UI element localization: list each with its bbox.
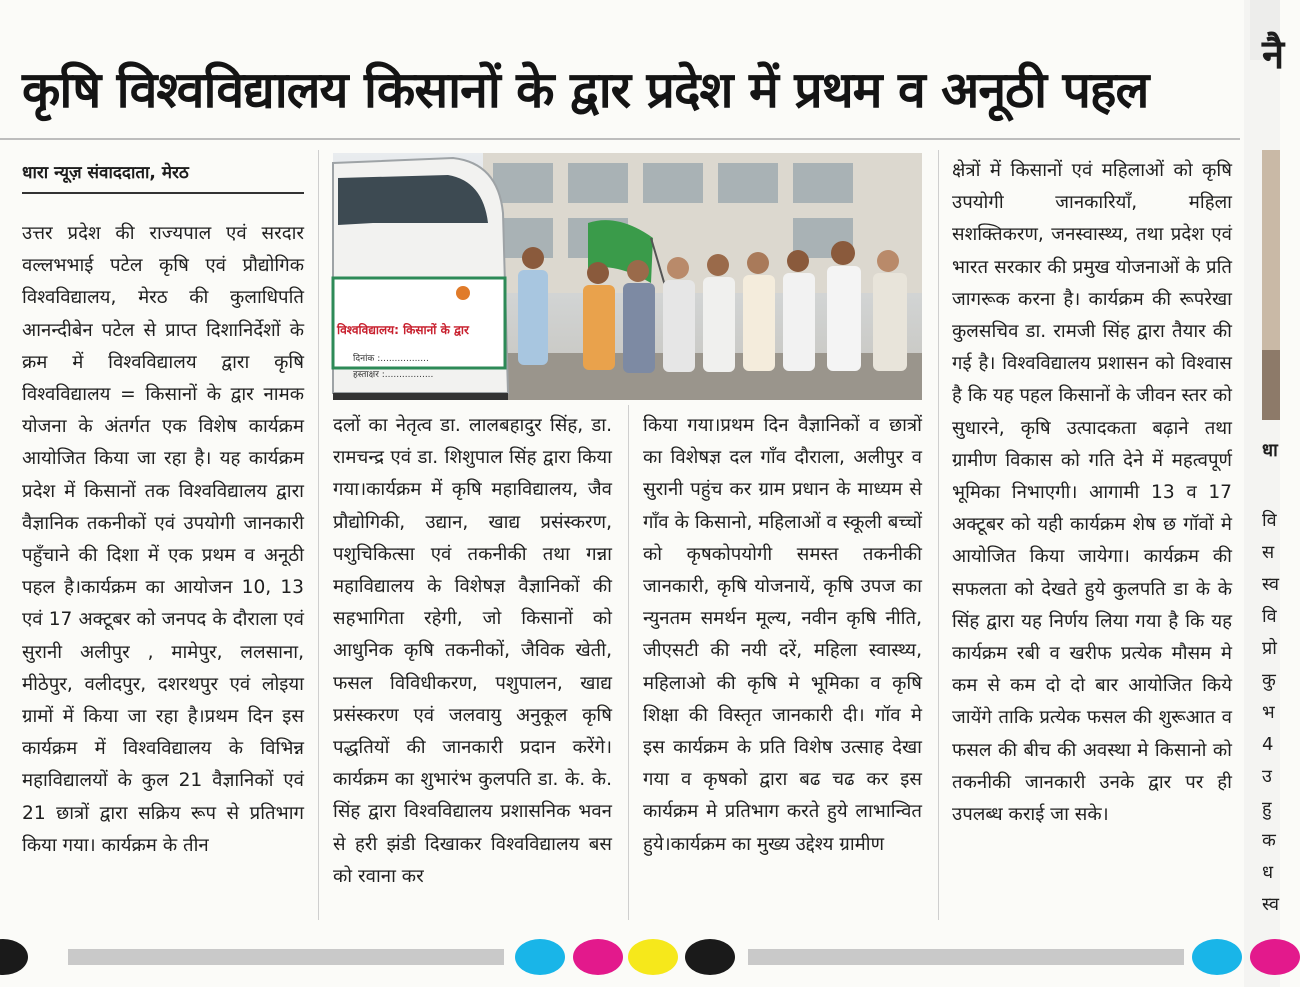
article-column-1: उत्तर प्रदेश की राज्यपाल एवं सरदार वल्लभभाई पटेल कृषि एवं प्रौद्योगिक विश्वविद्यालय, मेरठ की कुलाधिपति आनन्दीबेन पटेल से प्राप्त दिशानिर्देशों के क्रम में विश्वविद्यालय द्वारा कृषि विश्वविद्यालय = किसानों के द्वार नामक योजना के अंतर्गत एक विशेष कार्यक्रम आयोजित किया जा रहा है। यह कार्यक्रम प्रदेश में किसानों तक विश्वविद्यालय द्वारा वैज्ञानिक तकनीकों एवं उपयोगी जानकारी पहुँचाने की दिशा में एक प्रथम व अनूठी पहल है।कार्यक्रम का आयोजन 10, 13 एवं 17 अक्टूबर को जनपद के दौराला एवं सुरानी अलीपुर , मामेपुर, ललसाना, मीठेपुर, वलीदपुर, दशरथपुर एवं लोइया ग्रामों में किया जा रहा है।प्रथम दिन इस कार्यक्रम में विश्वविद्यालय के विभिन्न महाविद्यालयों के कुल 21 वैज्ञानिकों एवं 21 छात्रों द्वारा सक्रिय रूप से प्रतिभाग किया गया। कार्यक्रम के तीन [22,223,304,856]
column-divider [318,150,319,920]
registration-dot-magenta [1250,939,1300,975]
bus-banner-text: विश्वविद्यालय: किसानों के द्वार [337,323,469,337]
adjacent-column-line: ध [1262,862,1274,883]
adjacent-subhead: धा [1262,440,1278,461]
adjacent-column-line: वि [1262,606,1277,627]
header-rule [0,138,1240,140]
article-column-3: किया गया।प्रथम दिन वैज्ञानिकों व छात्रों का विशेषज्ञ दल गाँव दौराला, अलीपुर व सुरानी पहुंच कर ग्राम प्रधान के माध्यम से गाँव के किसानो, महिलाओं व स्कूली बच्चों को कृषकोपयोगी समस्त तकनीकी जानकारी, कृषि योजनायें, कृषि उपज का न्युनतम समर्थन मूल्य, नवीन कृषि नीति, जीएसटी की नयी दरें, महिला स्वास्थ्य, महिलाओ की कृषि मे भूमिका व कृषि शिक्षा की विस्तृत जानकारी दी। गॉव मे इस कार्यक्रम के प्रति विशेष उत्साह देखा गया व कृषको द्वारा बढ चढ कर इस कार्यक्रम मे प्रतिभाग करते हुये लाभान्वित हुये।कार्यक्रम का मुख्य उद्देश्य ग्रामीण [643,415,922,855]
adjacent-column-text [1262,505,1280,921]
adjacent-column-line: 4 [1262,734,1274,755]
adjacent-column-line: भ [1262,702,1275,723]
adjacent-column-line: स [1262,542,1275,563]
article-column-4: क्षेत्रों में किसानों एवं महिलाओं को कृषि उपयोगी जानकारियाँ, महिला सशक्तिकरण, जनस्वास्थ्य, तथा प्रदेश एवं भारत सरकार की प्रमुख योजनाओं के प्रति जागरूक करना है। कार्यक्रम की रूपरेखा कुलसचिव डा. रामजी सिंह द्वारा तैयार की गई है। विश्वविद्यालय प्रशासन को विश्वास है कि यह पहल किसानों के जीवन स्तर को सुधारने, कृषि उत्पादकता बढ़ाने तथा ग्रामीण विकास को गति देने में महत्वपूर्ण भूमिका निभाएगी। आगामी 13 व 17 अक्टूबर को यही कार्यक्रम शेष छ गॉवों मे आयोजित किया जायेगा। कार्यक्रम की सफलता को देखते हुये कुलपति डा के के सिंह द्वारा यह निर्णय लिया गया है कि यह कार्यक्रम रबी व खरीफ प्रत्येक मौसम मे कम से कम दो दो बार आयोजित किये जायेंगे ताकि प्रत्येक फसल की शुरूआत व फसल की बीच की अवस्था मे किसानो को तकनीकी जानकारी उनके द्वार पर ही उपलब्ध कराई जा सके। [952,160,1232,826]
registration-dot-black [685,939,735,975]
registration-bar [68,949,504,965]
adjacent-column-line: प्रो [1262,638,1277,659]
registration-dot-magenta [573,939,623,975]
registration-dot-cyan [515,939,565,975]
bus-banner-field: हस्ताक्षर :................. [353,370,434,380]
adjacent-column-line: कु [1262,670,1276,691]
adjacent-column-line: उ [1262,766,1272,787]
adjacent-column-line: स्व [1262,574,1280,595]
adjacent-column-line: वि [1262,510,1277,531]
registration-dot-black [0,939,28,975]
adjacent-column-line: स्व [1262,894,1280,915]
column-divider [938,150,939,920]
registration-dot-cyan [1192,939,1242,975]
registration-bar [748,949,1184,965]
adjacent-column-line: क [1262,830,1276,851]
adjacent-headline-glyph: नै [1262,32,1285,78]
news-photo [333,153,922,400]
adjacent-column-line: हु [1262,798,1272,819]
byline: धारा न्यूज़ संवाददाता, मेरठ [22,163,189,183]
byline-rule [22,192,304,194]
registration-dot-yellow [628,939,678,975]
column-divider [628,405,629,920]
bus-banner-field: दिनांक :................. [353,354,429,364]
headline: कृषि विश्वविद्यालय किसानों के द्वार प्रदेश में प्रथम व अनूठी पहल [22,61,1149,119]
article-column-2: दलों का नेतृत्व डा. लालबहादुर सिंह, डा. रामचन्द्र एवं डा. शिशुपाल सिंह द्वारा किया गया।कार्यक्रम में कृषि महाविद्यालय, जैव प्रौद्योगिकी, उद्यान, खाद्य प्रसंस्करण, पशुचिकित्सा एवं तकनीकी तथा गन्ना महाविद्यालय के विशेषज्ञ वैज्ञानिकों की सहभागिता रहेगी, जो किसानों को आधुनिक कृषि तकनीकों, जैविक खेती, फसल विविधीकरण, पशुपालन, खाद्य प्रसंस्करण एवं जलवायु अनुकूल कृषि पद्धतियों की जानकारी प्रदान करेंगे।कार्यक्रम का शुभारंभ कुलपति डा. के. के. सिंह द्वारा विश्वविद्यालय प्रशासनिक भवन से हरी झंडी दिखाकर विश्वविद्यालय बस को रवाना कर [333,415,612,887]
